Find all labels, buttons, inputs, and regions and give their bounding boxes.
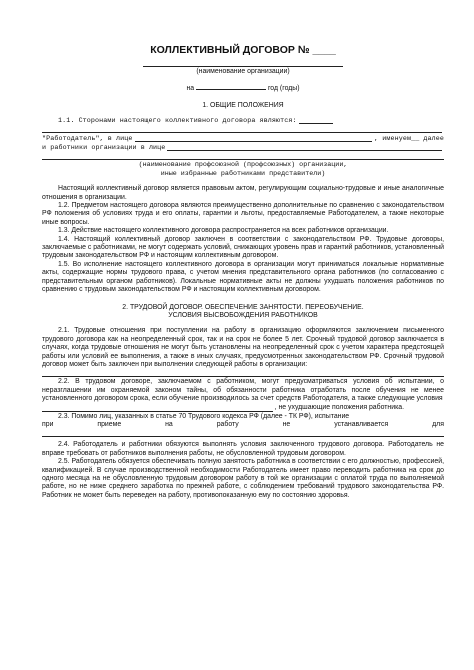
clause-2-3-blank: [42, 429, 444, 437]
clause-1-4: 1.4. Настоящий коллективный договор заключен в соответствии с законодательством РФ. Трудовые договоры, заключаемые с работниками, не могут содержать условий, снижающих уровень прав и гарантий работников, установленный трудовым законодательством РФ и настоящим коллективным договором.: [42, 235, 444, 260]
term-line: [42, 82, 444, 93]
document-title: КОЛЛЕКТИВНЫЙ ДОГОВОР № ____: [150, 44, 336, 56]
section-2-heading: 2. ТРУДОВОЙ ДОГОВОР. ОБЕСПЕЧЕНИЕ ЗАНЯТОСТИ. ПЕРЕОБУЧЕНИЕ. УСЛОВИЯ ВЫСВОБОЖДЕНИЯ РАБОТНИКОВ: [122, 303, 364, 319]
parties-line-5: [42, 152, 444, 160]
clause-2-1-blank: [42, 369, 444, 377]
parties-line-4: и работники организации в лице: [42, 143, 444, 152]
clause-2-2-blank-line: , не ухудшающие положения работника.: [42, 404, 444, 413]
clause-2-3: 2.3. Помимо лиц, указанных в статье 70 Трудового кодекса РФ (далее - ТК РФ), испытание: [58, 412, 350, 420]
parties-block: [42, 116, 444, 160]
clause-1-5: 1.5. Во исполнение настоящего коллективного договора в организации могут приниматься локальные нормативные акты, содержащие нормы трудового права, с учетом мнения представительного органа работников (по согласованию с представительным органом работников). Локальные нормативные акты не должны ухудшать положения работников по сравнению с трудовым законодательством РФ и настоящим коллективным договором.: [42, 260, 444, 294]
term-prefix: на: [186, 85, 195, 93]
clause-1-2: 1.2. Предметом настоящего договора являются преимущественно дополнительные по сравнению с законодательством РФ положения об условиях труда и его оплаты, гарантии и льготы, предоставляемые Работодателем, а также некоторые иные вопросы.: [42, 202, 444, 226]
clause-1-1-text: Настоящий коллективный договор является правовым актом, регулирующим социально-трудовые и иные аналогичные отношения в организации.: [42, 185, 444, 201]
org-name-caption: (наименование организации): [196, 68, 290, 75]
clause-2-5: 2.5. Работодатель обязуется обеспечивать полную занятость работника в соответствии с его должностью, профессией, квалификацией. В случае производственной необходимости Работодатель имеет право переводить работника на срок до одного месяца на не обусловленную трудовым договором работу в той же организации с оплатой труда по выполняемой работе, но не ниже среднего заработка по прежней работе, с соблюдением требований трудового законодательства РФ. Работник не может быть переведен на работу, противопоказанную ему по состоянию здоровья.: [42, 458, 444, 499]
clause-2-1: 2.1. Трудовые отношения при поступлении на работу в организацию оформляются заключением письменного трудового договора как на неопределенный срок, так и на срок не более 5 лет. Срочный трудовой договор заключается в случаях, когда трудовые отношения не могут быть установлены на неопределенный срок с учетом характера предстоящей работы или условий ее выполнения, а также в иных случаях, предусмотренных законодательством РФ. Срочный трудовой договор может быть заключен при выполнении следующей работы в организации:: [42, 327, 444, 368]
clause-2-3-line-2: при приеме на работу не устанавливается для: [42, 420, 444, 428]
clause-2-2: 2.2. В трудовом договоре, заключаемом с работником, могут предусматриваться условия об испытании, о неразглашении им охраняемой законом тайны, об обязанности работника отработать после обучения не менее установленного договором срока, если обучение производилось за счет средств Работодателя, а также следующие условия: [42, 378, 444, 403]
parties-line-3: "Работодатель", в лице , именуем__ далее: [42, 134, 444, 143]
clause-2-4: 2.4. Работодатель и работники обязуются выполнять условия заключенного трудового договора. Работодатель не вправе требовать от работников выполнения работы, не обусловленной трудовым договором.: [42, 441, 444, 457]
representatives-caption: (наименование профсоюзной (профсоюзных) организации, иные избранные работниками представители): [138, 161, 348, 178]
org-name-blank: [143, 62, 343, 67]
term-blank: [196, 82, 266, 90]
term-suffix: год (годы): [267, 85, 300, 93]
clause-1-3: 1.3. Действие настоящего коллективного договора распространяется на всех работников организации.: [58, 227, 389, 235]
parties-line-1: 1.1. Сторонами настоящего коллективного договора являются:: [42, 116, 444, 125]
parties-line-2: [42, 125, 444, 134]
section-1-heading: 1. ОБЩИЕ ПОЛОЖЕНИЯ: [202, 101, 284, 109]
